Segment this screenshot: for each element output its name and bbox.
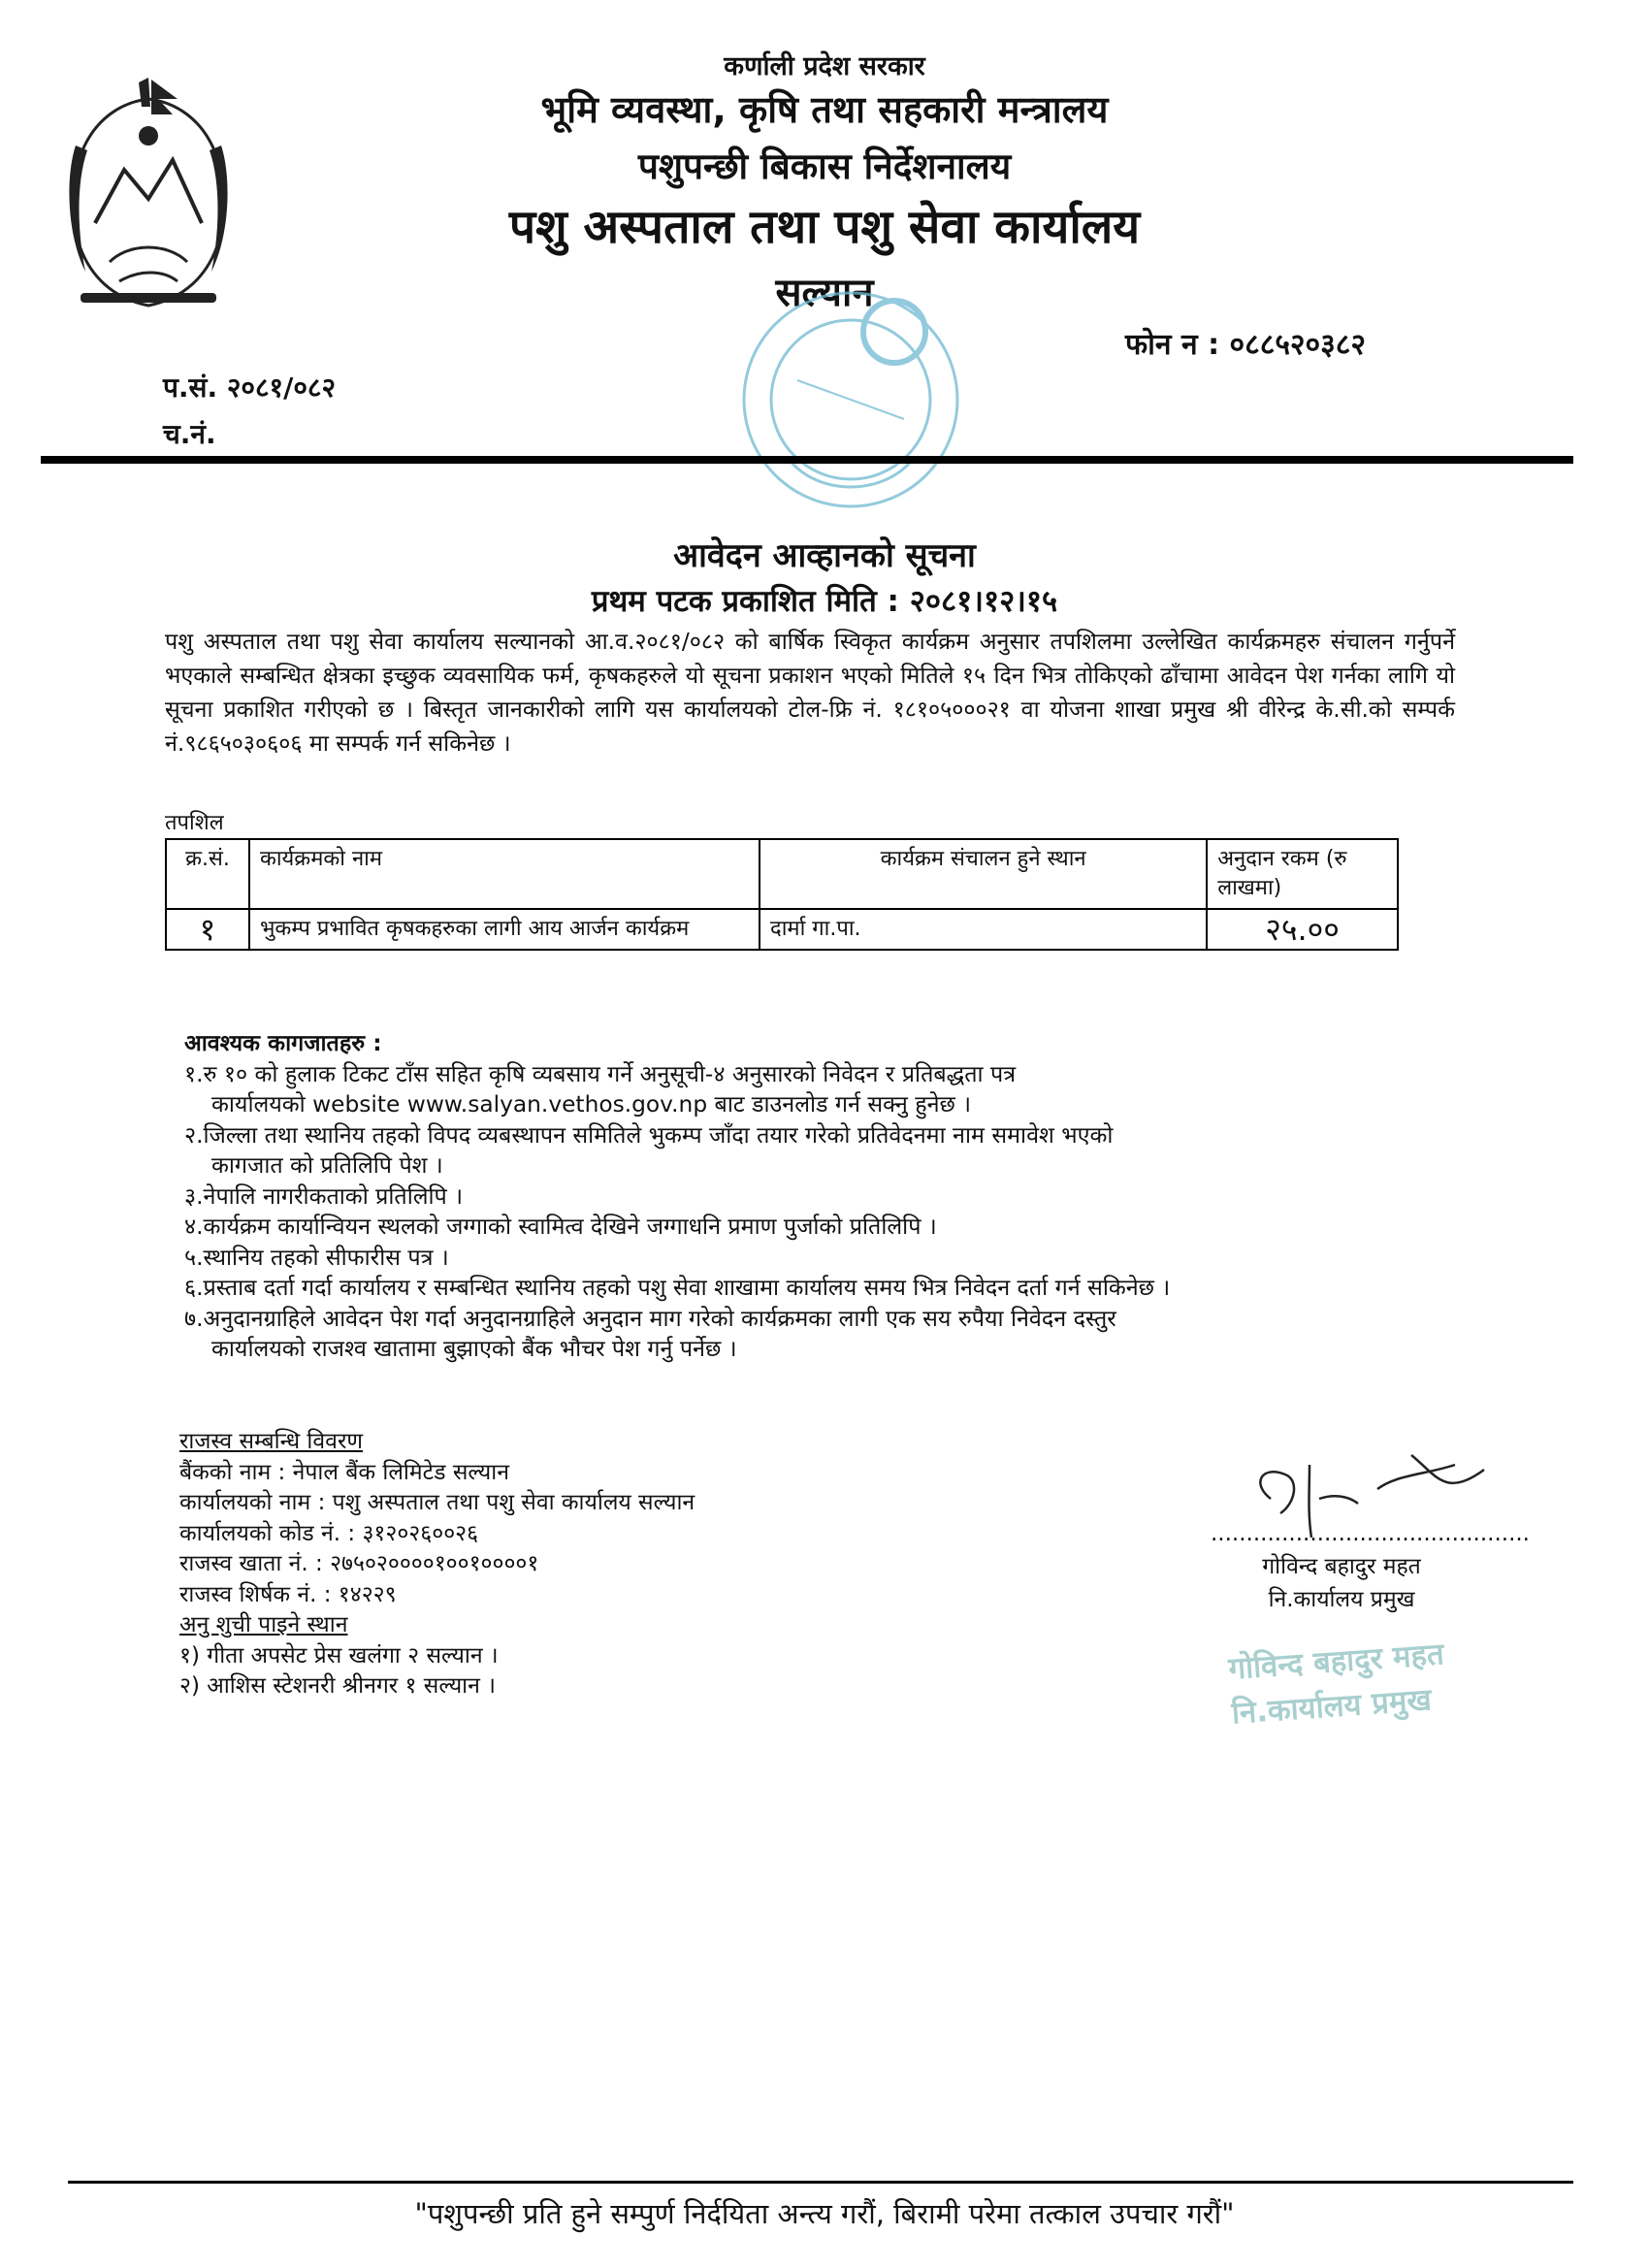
govt-title: कर्णाली प्रदेश सरकार xyxy=(724,51,925,81)
notice-body: पशु अस्पताल तथा पशु सेवा कार्यालय सल्यानको आ.व.२०८१/०८२ को बार्षिक स्विकृत कार्यक्रम अनुसार तपशिलमा उल्लेखित कार्यक्रमहरु संचालन गर्नुपर्ने भएकाले सम्बन्धित क्षेत्रका इच्छुक व्यवसायिक फर्म, कृषकहरुले यो सूचना प्रकाशन भएको मितिले १५ दिन भित्र तोकिएको ढाँचामा आवेदन पेश गर्नका लागि यो सूचना प्रकाशित गरीएको छ । बिस्तृत जानकारीको लागि यस कार्यालयको टोल-फ्रि नं. १८१०५०००२१ वा योजना शाखा प्रमुख श्री वीरेन्द्र के.सी.को सम्पर्क नं.९८६५०३०६०६ मा सम्पर्क गर्न सकिनेछ । xyxy=(165,629,1455,757)
office-location: सल्यान xyxy=(775,271,874,315)
table-row xyxy=(166,909,1398,950)
header-amount: अनुदान रकम (रु लाखमा) xyxy=(1207,839,1398,909)
signature-block xyxy=(1211,1517,1530,1616)
document-item: ४.कार्यक्रम कार्यान्वियन स्थलको जग्गाको स्वामित्व देखिने जग्गाधनि प्रमाण पुर्जाको प्रतिलिपि । xyxy=(184,1214,937,1240)
revenue-title-number: राजस्व शिर्षक नं. : १४२२९ xyxy=(179,1581,397,1607)
notice-title: आवेदन आव्हानको सूचना xyxy=(673,536,976,575)
row-place: दार्मा गा.पा. xyxy=(760,909,1207,950)
row-amount: २५.०० xyxy=(1207,909,1398,950)
header-sn: क्र.सं. xyxy=(166,839,249,909)
documents-heading: आवश्यक कागजातहरु : xyxy=(184,1030,382,1056)
document-item: १.रु १० को हुलाक टिकट टाँस सहित कृषि व्यबसाय गर्ने अनुसूची-४ अनुसारको निवेदन र प्रतिबद्धता पत्र xyxy=(184,1060,1017,1087)
program-table xyxy=(165,838,1399,951)
document-item: ७.अनुदानग्राहिले आवेदन पेश गर्दा अनुदानग्राहिले अनुदान माग गरेको कार्यक्रमका लागी एक सय रुपैया निवेदन दस्तुर xyxy=(184,1305,1116,1332)
header-divider xyxy=(41,456,1573,464)
document-item: ३.नेपालि नागरीकताको प्रतिलिपि । xyxy=(184,1183,464,1210)
revenue-heading: राजस्व सम्बन्धि विवरण xyxy=(179,1429,363,1454)
availability-heading: अनु शुची पाइने स्थान xyxy=(179,1612,348,1637)
reference-number: प.सं. २०८१/०८२ xyxy=(163,372,337,404)
ministry-title: भूमि व्यवस्था, कृषि तथा सहकारी मन्त्रालय xyxy=(540,88,1109,131)
row-program-name: भुकम्प प्रभावित कृषकहरुका लागी आय आर्जन कार्यक्रम xyxy=(249,909,760,950)
signatory-name: गोविन्द बहादुर महत xyxy=(1262,1554,1421,1579)
availability-place: २) आशिस स्टेशनरी श्रीनगर १ सल्यान । xyxy=(179,1673,496,1699)
directorate-title: पशुपन्छी बिकास निर्देशनालय xyxy=(637,146,1012,187)
name-seal xyxy=(1227,1632,1448,1735)
table-label: तपशिल xyxy=(165,811,224,835)
document-item-cont: कागजात को प्रतिलिपि पेश । xyxy=(211,1152,443,1179)
document-item: ५.स्थानिय तहको सीफारीस पत्र । xyxy=(184,1244,449,1271)
dispatch-number: च.नं. xyxy=(163,418,216,450)
publication-date: प्रथम पटक प्रकाशित मिति : २०८१।१२।१५ xyxy=(591,584,1058,619)
required-documents xyxy=(184,1028,1445,1365)
signature-dots: ............................................. xyxy=(1211,1521,1530,1546)
availability-place: १) गीता अपसेट प्रेस खलंगा २ सल्यान । xyxy=(179,1642,499,1669)
office-title: पशु अस्पताल तथा पशु सेवा कार्यालय xyxy=(508,200,1141,254)
seal-name: गोविन्द बहादुर महत xyxy=(1227,1636,1445,1687)
header-program-name: कार्यक्रमको नाम xyxy=(249,839,760,909)
revenue-details xyxy=(179,1427,695,1702)
header-place: कार्यक्रम संचालन हुने स्थान xyxy=(760,839,1207,909)
revenue-account: राजस्व खाता नं. : २७५०२००००१००१००००१ xyxy=(179,1551,539,1576)
document-item-cont: कार्यालयको राजश्व खातामा बुझाएको बैंक भौचर पेश गर्नु पर्नेछ । xyxy=(211,1336,737,1362)
nepal-emblem-icon xyxy=(56,78,241,320)
bank-name: बैंकको नाम : नेपाल बैंक लिमिटेड सल्यान xyxy=(179,1459,509,1485)
document-item-cont: कार्यालयको website www.salyan.vethos.gov.np बाट डाउनलोड गर्न सक्नु हुनेछ । xyxy=(211,1091,972,1118)
document-item: ६.प्रस्ताब दर्ता गर्दा कार्यालय र सम्बन्धित स्थानिय तहको पशु सेवा शाखामा कार्यालय समय भित्र निवेदन दर्ता गर्न सकिनेछ । xyxy=(184,1275,1171,1301)
document-item: २.जिल्ला तथा स्थानिय तहको विपद व्यबस्थापन समितिले भुकम्प जाँदा तयार गरेको प्रतिवेदनमा नाम समावेश भएको xyxy=(184,1121,1114,1149)
signatory-designation: नि.कार्यालय प्रमुख xyxy=(1268,1587,1415,1612)
footer-slogan: "पशुपन्छी प्रति हुने सम्पुर्ण निर्दयिता अन्त्य गरौं, बिरामी परेमा तत्काल उपचार गरौं" xyxy=(414,2197,1235,2230)
seal-designation: नि.कार्यालय प्रमुख xyxy=(1230,1682,1433,1732)
row-sn: १ xyxy=(166,909,249,950)
office-stamp xyxy=(720,274,982,526)
table-header-row xyxy=(166,839,1398,909)
office-name: कार्यालयको नाम : पशु अस्पताल तथा पशु सेवा कार्यालय सल्यान xyxy=(179,1490,695,1515)
phone-number: फोन न : ०८८५२०३८२ xyxy=(1125,328,1366,362)
office-code: कार्यालयको कोड नं. : ३१२०२६००२६ xyxy=(179,1520,479,1546)
footer-divider xyxy=(68,2181,1573,2184)
